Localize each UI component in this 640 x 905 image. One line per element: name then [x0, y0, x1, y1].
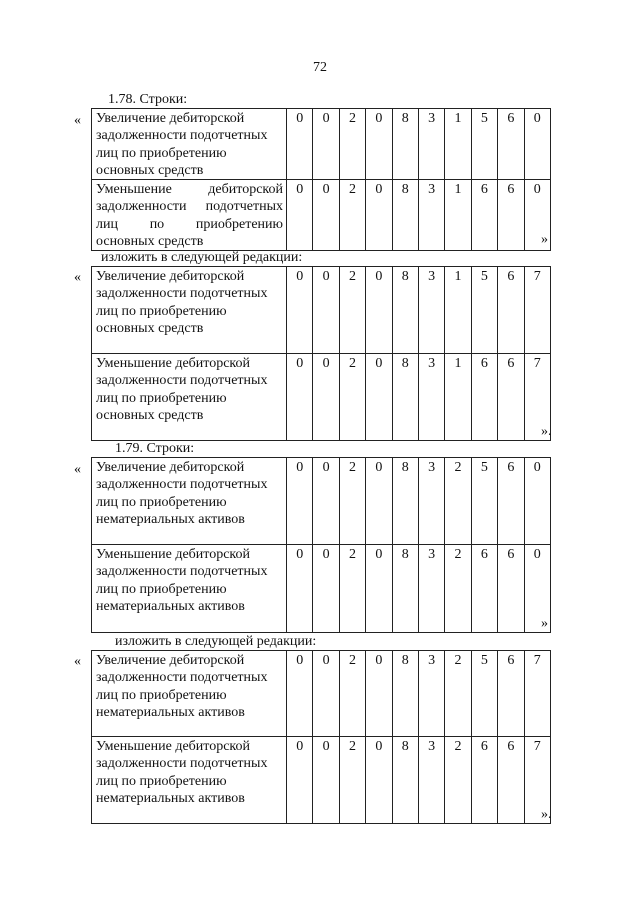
section-label-new-edition: изложить в следующей редакции: — [115, 634, 317, 649]
table-1-79-new — [91, 650, 551, 824]
code-cell: 0 — [366, 354, 392, 441]
code-cell: 0 — [313, 267, 339, 354]
code-cell: 3 — [418, 354, 444, 441]
code-cell: 0 — [287, 458, 313, 545]
close-quote-dot: ». — [541, 807, 552, 822]
code-cell: 0 — [524, 458, 550, 545]
row-name: Увеличение дебиторской задолженности подотчетных лиц по приобретению основных средств — [92, 109, 287, 180]
code-cell: 2 — [445, 458, 471, 545]
table-row — [92, 354, 551, 441]
code-cell: 8 — [392, 354, 418, 441]
code-cell: 6 — [498, 109, 524, 180]
code-cell: 0 — [366, 545, 392, 633]
code-cell: 2 — [339, 458, 365, 545]
page-number: 72 — [313, 60, 327, 75]
code-cell: 6 — [471, 545, 497, 633]
code-cell: 0 — [287, 109, 313, 180]
code-cell: 6 — [498, 458, 524, 545]
code-cell: 8 — [392, 651, 418, 737]
code-cell: 8 — [392, 267, 418, 354]
code-cell: 8 — [392, 109, 418, 180]
code-cell: 3 — [418, 651, 444, 737]
row-name: Увеличение дебиторской задолженности подотчетных лиц по приобретению нематериальных активов — [92, 458, 287, 545]
open-quote: « — [74, 270, 81, 285]
code-cell: 6 — [498, 737, 524, 824]
table-row — [92, 651, 551, 737]
table-1-78 — [91, 108, 551, 251]
code-cell: 8 — [392, 180, 418, 251]
code-cell: 5 — [471, 458, 497, 545]
code-cell: 6 — [498, 180, 524, 251]
close-quote: » — [541, 616, 548, 631]
code-cell: 0 — [366, 651, 392, 737]
code-cell: 2 — [339, 651, 365, 737]
code-cell: 5 — [471, 267, 497, 354]
code-cell: 0 — [524, 109, 550, 180]
code-cell: 6 — [471, 737, 497, 824]
code-cell: 6 — [471, 180, 497, 251]
code-cell: 7 — [524, 267, 550, 354]
code-cell: 0 — [524, 180, 550, 251]
code-cell: 6 — [498, 267, 524, 354]
code-cell: 3 — [418, 458, 444, 545]
code-cell: 0 — [313, 180, 339, 251]
code-cell: 3 — [418, 180, 444, 251]
close-quote: » — [541, 232, 548, 247]
code-cell: 0 — [287, 354, 313, 441]
code-cell: 7 — [524, 354, 550, 441]
code-cell: 0 — [366, 109, 392, 180]
code-cell: 3 — [418, 267, 444, 354]
table-row — [92, 737, 551, 824]
code-cell: 2 — [445, 545, 471, 633]
row-name: Уменьшение дебиторской задолженности подотчетных лиц по приобретению нематериальных активов — [92, 545, 287, 633]
code-cell: 6 — [498, 545, 524, 633]
section-label-new-edition: изложить в следующей редакции: — [101, 250, 303, 265]
code-cell: 2 — [339, 545, 365, 633]
close-quote-dot: ». — [541, 424, 552, 439]
table-row — [92, 180, 551, 251]
table-1-78-new — [91, 266, 551, 441]
code-cell: 3 — [418, 545, 444, 633]
row-name: Уменьшение дебиторской задолженности подотчетных лиц по приобретению основных средств — [92, 354, 287, 441]
code-cell: 8 — [392, 737, 418, 824]
code-cell: 0 — [287, 545, 313, 633]
code-cell: 0 — [366, 267, 392, 354]
code-cell: 1 — [445, 180, 471, 251]
code-cell: 8 — [392, 458, 418, 545]
code-cell: 0 — [366, 458, 392, 545]
code-cell: 3 — [418, 109, 444, 180]
code-cell: 7 — [524, 737, 550, 824]
table-row — [92, 545, 551, 633]
row-name: Увеличение дебиторской задолженности подотчетных лиц по приобретению нематериальных активов — [92, 651, 287, 737]
code-cell: 2 — [339, 180, 365, 251]
code-cell: 0 — [287, 180, 313, 251]
code-cell: 2 — [445, 651, 471, 737]
table-row — [92, 109, 551, 180]
row-name: Уменьшение дебиторской задолженности подотчетных лиц по приобретению нематериальных активов — [92, 737, 287, 824]
code-cell: 0 — [366, 737, 392, 824]
code-cell: 0 — [313, 737, 339, 824]
code-cell: 2 — [445, 737, 471, 824]
code-cell: 0 — [287, 651, 313, 737]
table-row — [92, 267, 551, 354]
code-cell: 0 — [313, 109, 339, 180]
code-cell: 5 — [471, 109, 497, 180]
open-quote: « — [74, 462, 81, 477]
code-cell: 6 — [471, 354, 497, 441]
table-row — [92, 458, 551, 545]
code-cell: 6 — [498, 651, 524, 737]
code-cell: 0 — [287, 267, 313, 354]
code-cell: 1 — [445, 267, 471, 354]
code-cell: 0 — [313, 651, 339, 737]
open-quote: « — [74, 113, 81, 128]
code-cell: 0 — [313, 458, 339, 545]
code-cell: 1 — [445, 354, 471, 441]
code-cell: 2 — [339, 737, 365, 824]
code-cell: 0 — [313, 545, 339, 633]
row-name: Уменьшение дебиторской задолженности подотчетных лиц по приобретению основных средств — [92, 180, 287, 251]
code-cell: 6 — [498, 354, 524, 441]
open-quote: « — [74, 654, 81, 669]
code-cell: 0 — [366, 180, 392, 251]
code-cell: 7 — [524, 651, 550, 737]
code-cell: 8 — [392, 545, 418, 633]
row-name: Увеличение дебиторской задолженности подотчетных лиц по приобретению основных средств — [92, 267, 287, 354]
code-cell: 5 — [471, 651, 497, 737]
code-cell: 2 — [339, 267, 365, 354]
code-cell: 0 — [287, 737, 313, 824]
code-cell: 2 — [339, 109, 365, 180]
section-label-1-78: 1.78. Строки: — [108, 92, 188, 107]
table-1-79 — [91, 457, 551, 633]
section-label-1-79: 1.79. Строки: — [115, 441, 195, 456]
code-cell: 0 — [313, 354, 339, 441]
code-cell: 3 — [418, 737, 444, 824]
code-cell: 0 — [524, 545, 550, 633]
code-cell: 2 — [339, 354, 365, 441]
code-cell: 1 — [445, 109, 471, 180]
